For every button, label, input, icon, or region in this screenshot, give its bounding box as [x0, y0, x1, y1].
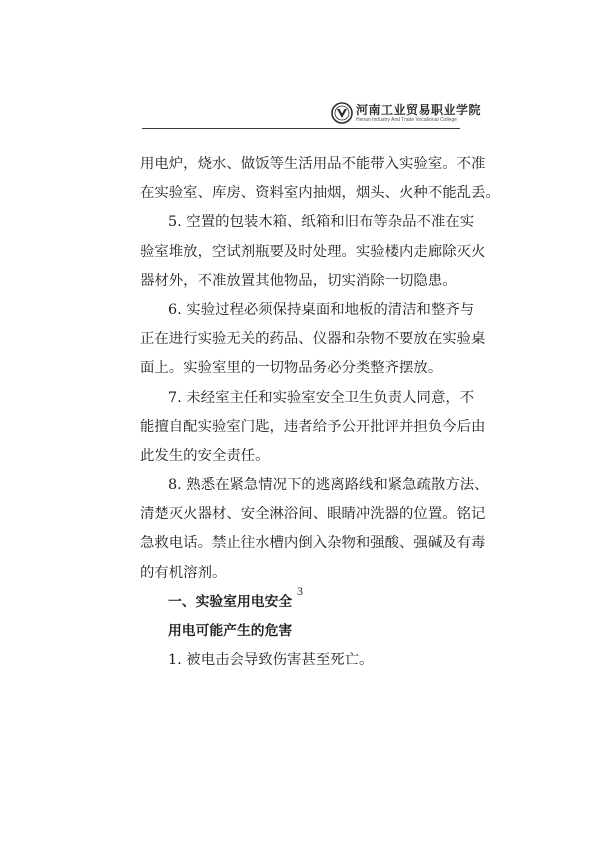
page-header	[142, 100, 482, 128]
text-line: 正在进行实验无关的药品、仪器和杂物不要放在实验桌	[140, 331, 486, 348]
list-item: 1. 被电击会导致伤害甚至死亡。	[168, 652, 374, 669]
paragraph-8-start: 8. 熟悉在紧急情况下的逃离路线和紧急疏散方法、	[168, 477, 489, 494]
section-heading: 一、实验室用电安全	[168, 593, 293, 610]
text-line: 此发生的安全责任。	[140, 447, 270, 464]
college-logo-icon	[331, 102, 353, 124]
text-line: 的有机溶剂。	[140, 564, 227, 581]
subsection-heading: 用电可能产生的危害	[168, 623, 293, 639]
paragraph-7-start: 7. 未经室主任和实验室安全卫生负责人同意，不	[168, 389, 475, 406]
paragraph-5-start: 5. 空置的包装木箱、纸箱和旧布等杂品不准在实	[168, 214, 475, 231]
paragraph-6-start: 6. 实验过程必须保持桌面和地板的清洁和整齐与	[168, 301, 475, 318]
text-line: 面上。实验室里的一切物品务必分类整齐摆放。	[140, 360, 443, 377]
text-line: 清楚灭火器材、安全淋浴间、眼睛冲洗器的位置。铭记	[140, 506, 486, 523]
text-line: 能擅自配实验室门匙，违者给予公开批评并担负今后由	[140, 418, 486, 435]
text-line: 在实验室、库房、资料室内抽烟，烟头、火种不能乱丢。	[140, 185, 500, 202]
text-line: 验室堆放，空试剂瓶要及时处理。实验楼内走廊除灭火	[140, 243, 486, 260]
text-line: 急救电话。禁止往水槽内倒入杂物和强酸、强碱及有毒	[140, 535, 486, 552]
college-name: 河南工业贸易职业学院	[356, 103, 482, 117]
college-name-en: Henan Industry And Trade Vocational College	[356, 117, 457, 123]
text-line: 器材外，不准放置其他物品，切实消除一切隐患。	[140, 272, 457, 289]
header-divider	[142, 128, 460, 129]
page-number: 3	[297, 584, 303, 598]
text-line: 用电炉，烧水、做饭等生活用品不能带入实验室。不准	[140, 156, 486, 172]
